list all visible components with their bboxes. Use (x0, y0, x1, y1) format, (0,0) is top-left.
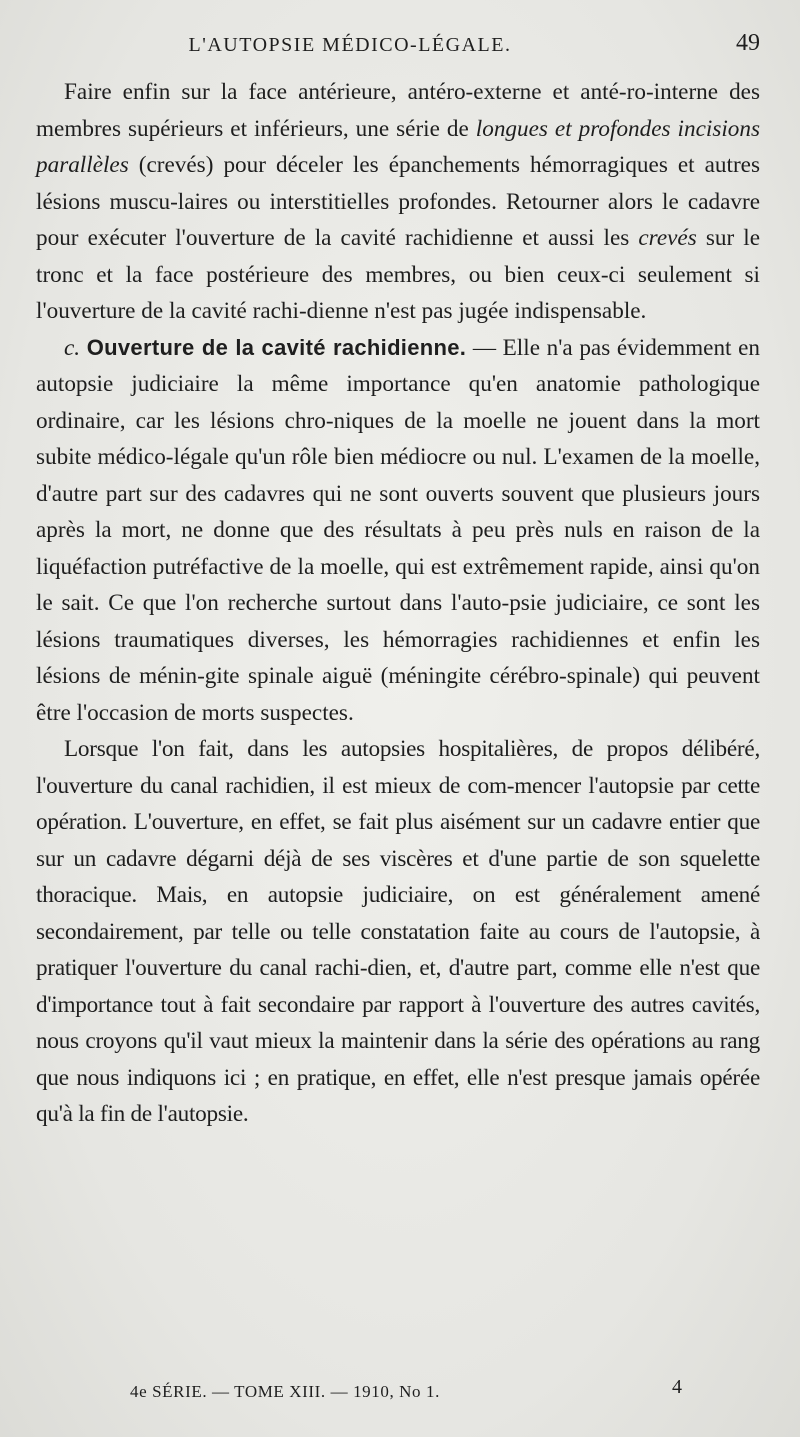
paragraph-text: — Elle n'a pas évidemment en autopsie judiciaire la même importance qu'en anatomie pathologique ordinaire, car les lésions chro-niques de la moelle ne jouent dans la mort subite médico-légale qu'un rôle bien médiocre ou nul. L'examen de la moelle, d'autre part sur des cadavres qui ne sont ouverts souvent que plusieurs jours après la mort, ne donne que des résultats à peu près nuls en raison de la liquéfaction putréfactive de la moelle, qui est extrêmement rapide, ainsi qu'on le sait. Ce que l'on recherche surtout dans l'auto-psie judiciaire, ce sont les lésions traumatiques diverses, les hémorragies rachidiennes et enfin les lésions de ménin-gite spinale aiguë (méningite cérébro-spinale) qui peuvent être l'occasion de morts suspectes. (36, 334, 761, 726)
page-number: 49 (736, 30, 760, 56)
paragraph-text: Lorsque l'on fait, dans les autopsies hospitalières, de propos délibéré, l'ouverture du canal rachidien, il est mieux de com-mencer l'autopsie par cette opération. L'ouverture, en effet, se fait plus aisément sur un cadavre entier que sur un cadavre dégarni déjà de ses viscères et d'une partie de son squelette thoracique. Mais, en autopsie judiciaire, on est généralement amené secondairement, par telle ou telle constatation faite au cours de l'autopsie, à pratiquer l'ouverture du canal rachi-dien, et, d'autre part, comme elle n'est que d'importance tout à fait secondaire par rapport à l'ouverture des autres cavités, nous croyons qu'il vaut mieux la maintenir dans la série des opérations au rang que nous indiquons ici ; en pratique, en effet, elle n'est presque jamais opérée qu'à la fin de l'autopsie. (36, 736, 760, 1127)
italic-word-creves: crevés (638, 225, 697, 251)
paragraph-incisions (36, 74, 760, 330)
page-footer (40, 1376, 760, 1416)
running-title: L'AUTOPSIE MÉDICO-LÉGALE. (188, 34, 512, 56)
italic-phrase-incisions: longues et profondes incisions parallèles (36, 115, 760, 178)
paragraph-text: Faire enfin sur la face antérieure, antéro-externe et anté-ro-interne des membres supérieurs et inférieurs, une série de (36, 79, 760, 142)
section-heading: Ouverture de la cavité rachidienne. (86, 334, 467, 360)
section-letter: c. (64, 334, 81, 361)
sheet-number: 4 (672, 1376, 682, 1398)
running-head (40, 28, 760, 68)
footer-signature: 4e SÉRIE. — TOME XIII. — 1910, No 1. (130, 1382, 440, 1401)
paragraph-text: sur le tronc et la face postérieure des membres, ou bien ceux-ci seulement si l'ouverture de la cavité rachi-dienne n'est pas jugée indispensable. (36, 225, 760, 324)
body-text (36, 74, 760, 1133)
paragraph-hospitalieres (36, 731, 760, 1133)
paragraph-text: (crevés) pour déceler les épanchements hémorragiques et autres lésions muscu-laires ou interstitielles profondes. Retourner alors le cadavre pour exécuter l'ouverture de la cavité rachidienne et aussi les (36, 152, 760, 251)
paragraph-rachidienne (36, 330, 760, 732)
